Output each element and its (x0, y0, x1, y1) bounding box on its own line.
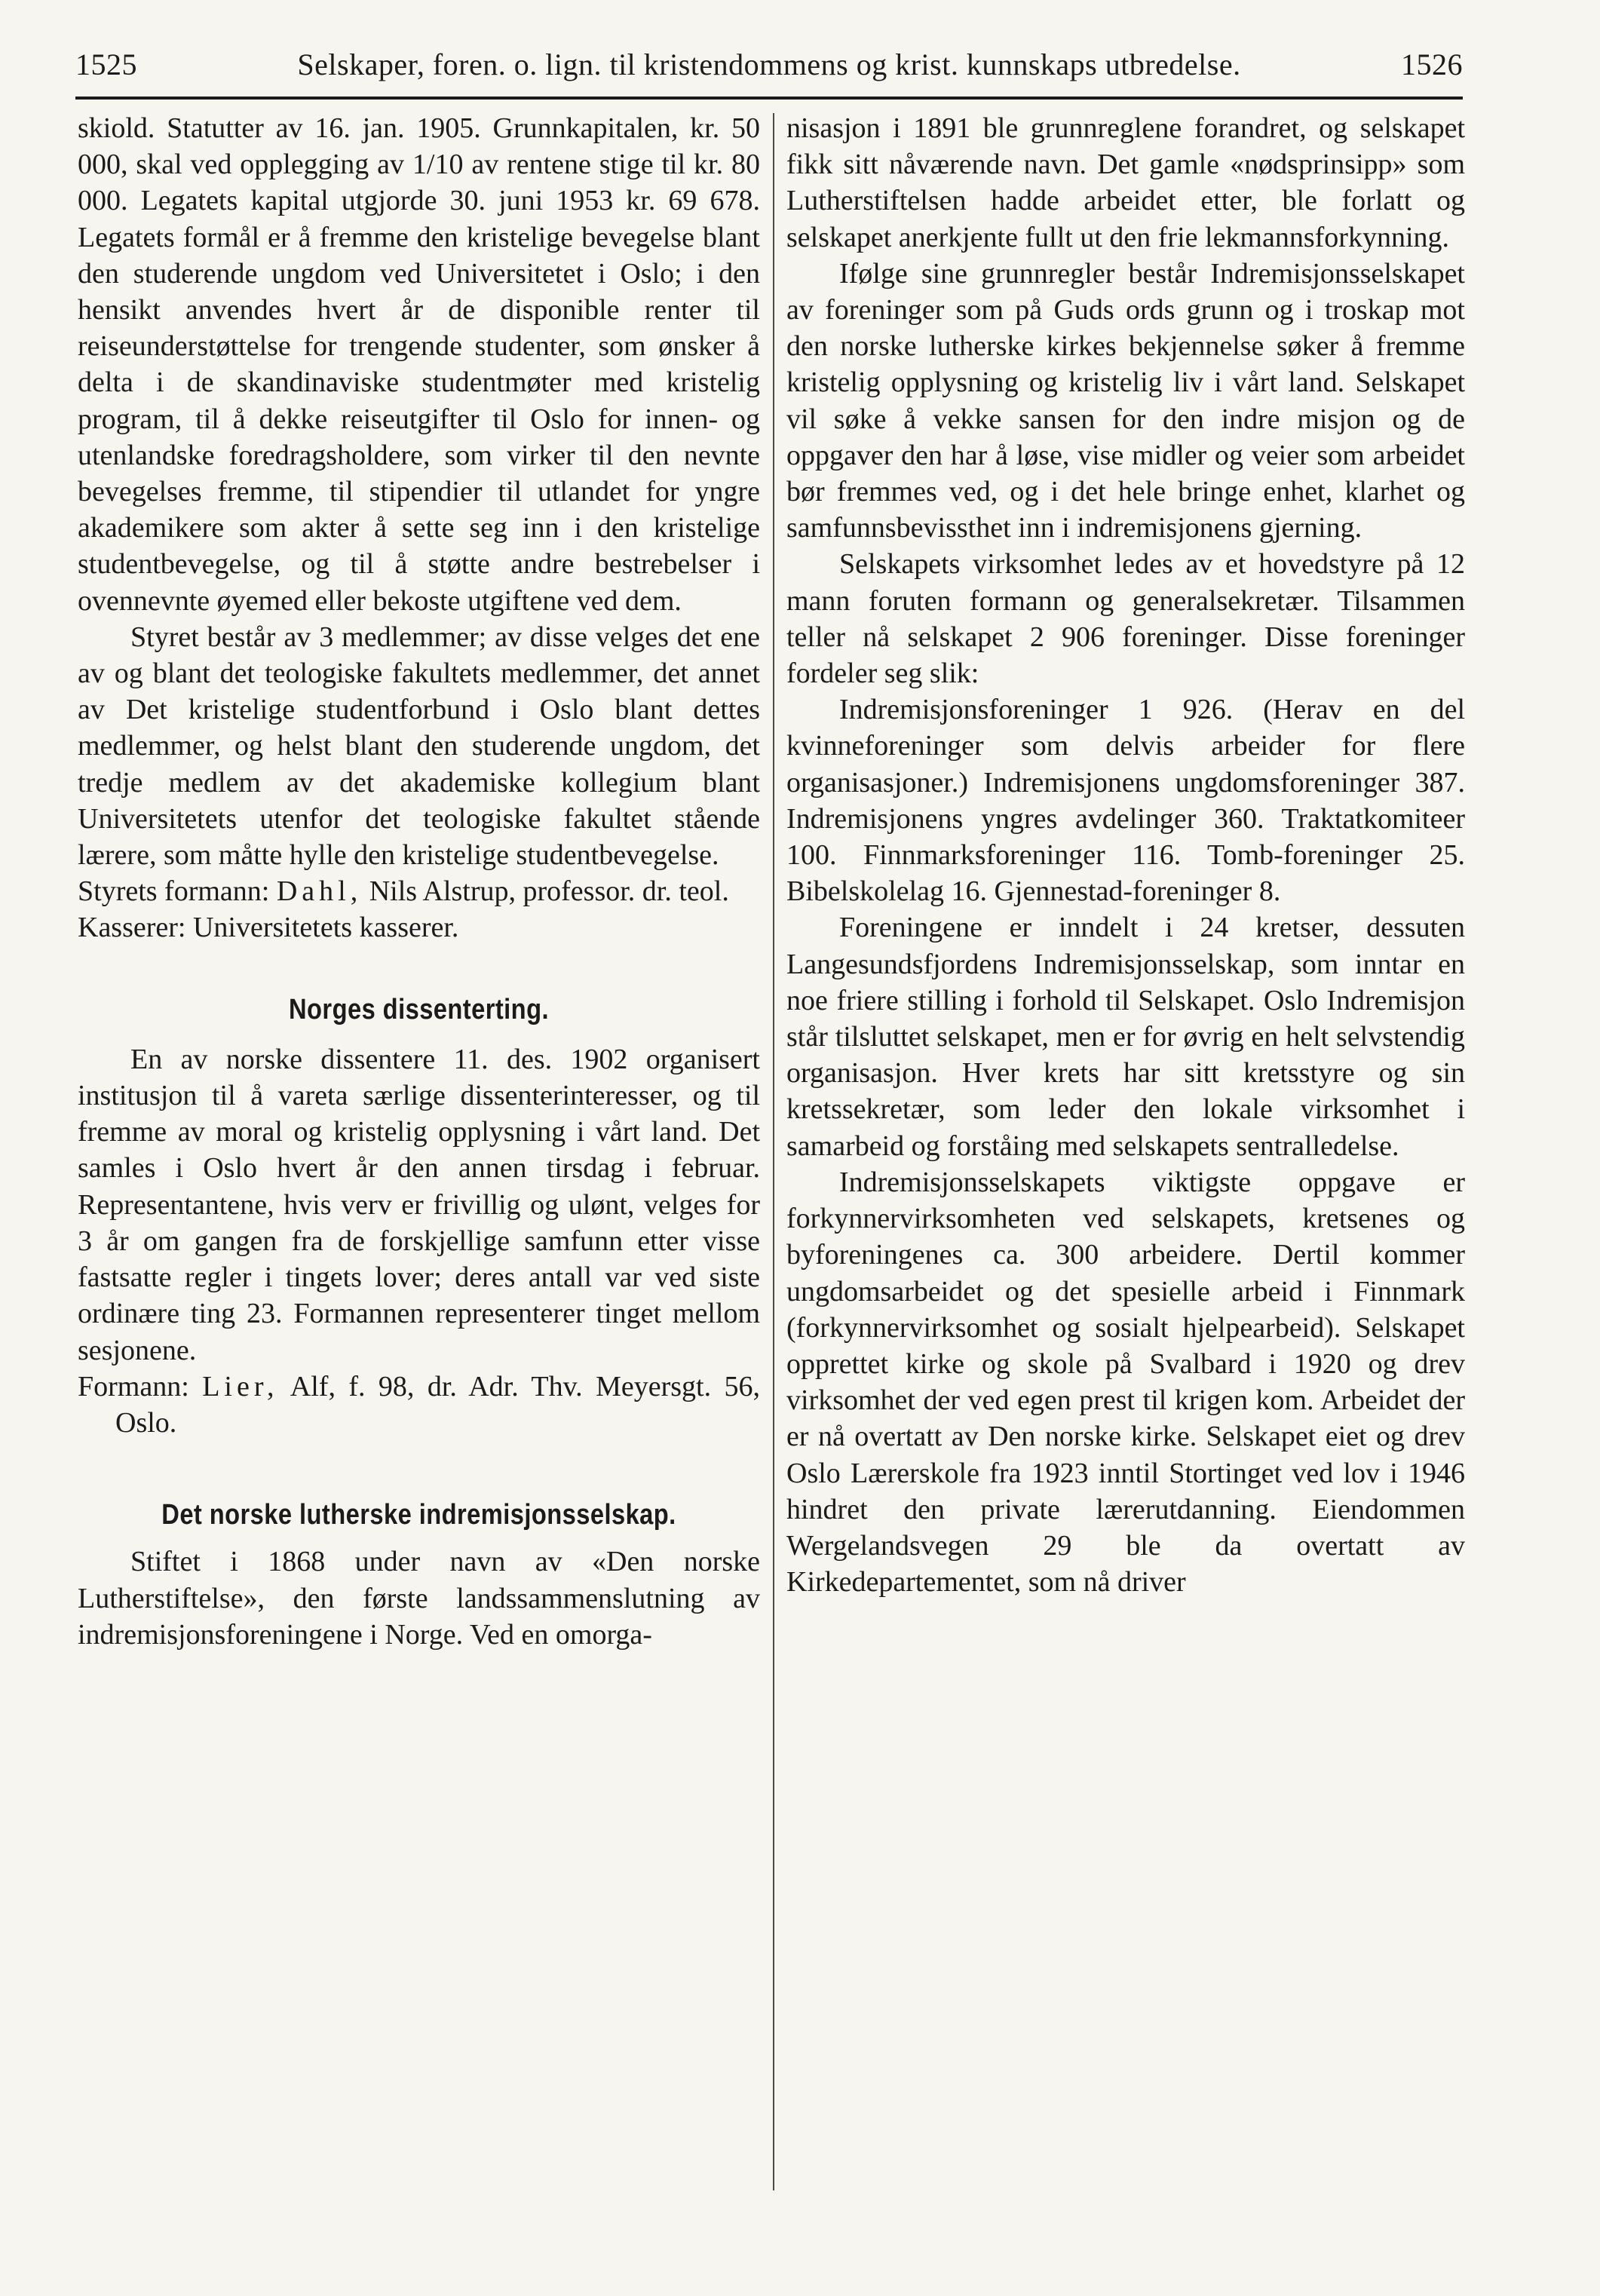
section-heading-dissenterting: Norges dissenterting. (289, 993, 549, 1025)
right-paragraph-5: Foreningene er inndelt i 24 kretser, dessuten Langesundsfjordens Indremisjonsselskap, som inntar en noe friere stilling i forhold til Selskapet. Oslo Indremisjon står tilsluttet selskapet, men er for øvrig en helt selvstendig organisasjon. Hver krets har sitt kretsstyre og sin kretssekretær, som leder den lokale virksomhet i samarbeid og forståing med selskapets sentralledelse. (786, 912, 1465, 1162)
right-paragraph-3: Selskapets virksomhet ledes av et hovedstyre på 12 mann foruten formann og generalsekretær. Tilsammen teller nå selskapet 2 906 foreninger. Disse foreninger fordeler seg slik: (786, 548, 1465, 690)
dissent-formann-name: Lier, (202, 1370, 279, 1402)
lutherske-paragraph: Stiftet i 1868 under navn av «Den norske Lutherstiftelse», den første landssammenslutning av indremisjonsforeningene i Norge. Ved en omorga- (78, 1546, 760, 1651)
formann-label: Styrets formann: (78, 875, 270, 908)
dissent-formann (78, 1369, 760, 1441)
legat-paragraph: skiold. Statutter av 16. jan. 1905. Grunnkapitalen, kr. 50 000, skal ved opplegging av 1/10 av rentene stige til kr. 80 000. Legatets kapital utgjorde 30. juni 1953 kr. 69 678. Legatets formål er å fremme den kristelige bevegelse blant den studerende ungdom ved Universitetet i Oslo; i den hensikt anvendes hvert år de disponible renter til reiseunderstøttelse for trengende studenter, som ønsker å delta i de skandinaviske studentmøter med kristelig program, til å dekke reiseutgifter til Oslo for innen- og utenlandske foredragsholdere, som virker til den nevnte bevegelses fremme, til stipendier til utlandet for yngre akademikere som akter å sette seg inn i den kristelige studentbevegelse, og til å støtte andre bestrebelser i ovennevnte øyemed eller bekoste utgiftene ved dem. (78, 112, 760, 617)
right-paragraph-2: Ifølge sine grunnregler består Indremisjonsselskapet av foreninger som på Guds ords grunn og i troskap mot den norske lutherske kirkes bekjennelse søker å fremme kristelig opplysning og kristelig liv i vårt land. Selskapet vil søke å vekke sansen for den indre misjon og de oppgaver den har å løse, vise midler og veier som arbeidet bør fremmes ved, og i det hele bringe enhet, klarhet og samfunnsbevissthet inn i indremisjonens gjerning. (786, 257, 1465, 544)
dissent-formann-details: Alf, f. 98, dr. Adr. Thv. Meyersgt. 56, Oslo. (115, 1370, 761, 1439)
running-header (75, 47, 1463, 82)
formann-name: Dahl, (276, 875, 363, 908)
left-column (78, 110, 760, 1653)
formann-details: Nils Alstrup, professor. dr. teol. (369, 875, 729, 908)
header-title: Selskaper, foren. o. lign. til kristendommens og krist. kunnskaps utbredelse. (297, 48, 1241, 81)
dissent-paragraph: En av norske dissentere 11. des. 1902 organisert institusjon til å vareta særlige dissenterinteresser, og til fremme av moral og kristelig opplysning i vårt land. Det samles i Oslo hvert år den annen tirsdag i februar. Representantene, hvis verv er frivillig og ulønt, velges for 3 år om gangen fra de forskjellige samfunn etter visse fastsatte regler i tingets lover; deres antall var ved siste ordinære ting 23. Formannen representerer tinget mellom sesjonene. (78, 1043, 760, 1366)
styret-paragraph: Styret består av 3 medlemmer; av disse velges det ene av og blant det teologiske fakultets medlemmer, det annet av Det kristelige studentforbund i Oslo blant dettes medlemmer, og helst blant den studerende ungdom, det tredje medlem av det akademiske kollegium blant Universitetets utenfor det teologiske fakultet stående lærere, som måtte hylle den kristelige studentbevegelse. (78, 621, 760, 872)
header-rule (75, 97, 1463, 100)
right-column (786, 110, 1465, 1600)
kasserer-line: Kasserer: Universitetets kasserer. (78, 912, 459, 944)
right-paragraph-6: Indremisjonsselskapets viktigste oppgave er forkynnervirksomheten ved selskapets, kretsenes og byforeningenes ca. 300 arbeidere. Dertil kommer ungdomsarbeidet og det spesielle arbeid i Finnmark (forkynnervirksomhet og sosialt hjelpearbeid). Selskapet opprettet kirke og skole på Svalbard i 1920 og drev virksomhet der ved egen prest til krigen kom. Arbeidet der er nå overtatt av Den norske kirke. Selskapet eiet og drev Oslo Lærerskole fra 1923 inntil Stortinget ved lov i 1946 hindret den private lærerutdanning. Eiendommen Wergelandsvegen 29 ble da overtatt av Kirkedepartementet, som nå driver (786, 1166, 1465, 1599)
page-number-left: 1525 (75, 48, 137, 81)
page-number-right: 1526 (1401, 48, 1463, 81)
section-heading-indremisjonsselskap: Det norske lutherske indremisjonsselskap. (161, 1499, 676, 1531)
column-divider (773, 113, 774, 2190)
right-paragraph-1: nisasjon i 1891 ble grunnreglene forandret, og selskapet fikk sitt nåværende navn. Det gamle «nødsprinsipp» som Lutherstiftelsen hadde arbeidet etter, ble forlatt og selskapet anerkjente fullt ut den frie lekmannsforkynning. (786, 112, 1465, 253)
right-paragraph-4: Indremisjonsforeninger 1 926. (Herav en del kvinneforeninger som delvis arbeider for flere organisasjoner.) Indremisjonens ungdomsforeninger 387. Indremisjonens yngres avdelinger 360. Traktatkomiteer 100. Finnmarksforeninger 116. Tomb-foreninger 25. Bibelskolelag 16. Gjennestad-foreninger 8. (786, 694, 1465, 908)
styret-formann (78, 873, 760, 909)
dissent-formann-label: Formann: (78, 1370, 189, 1402)
